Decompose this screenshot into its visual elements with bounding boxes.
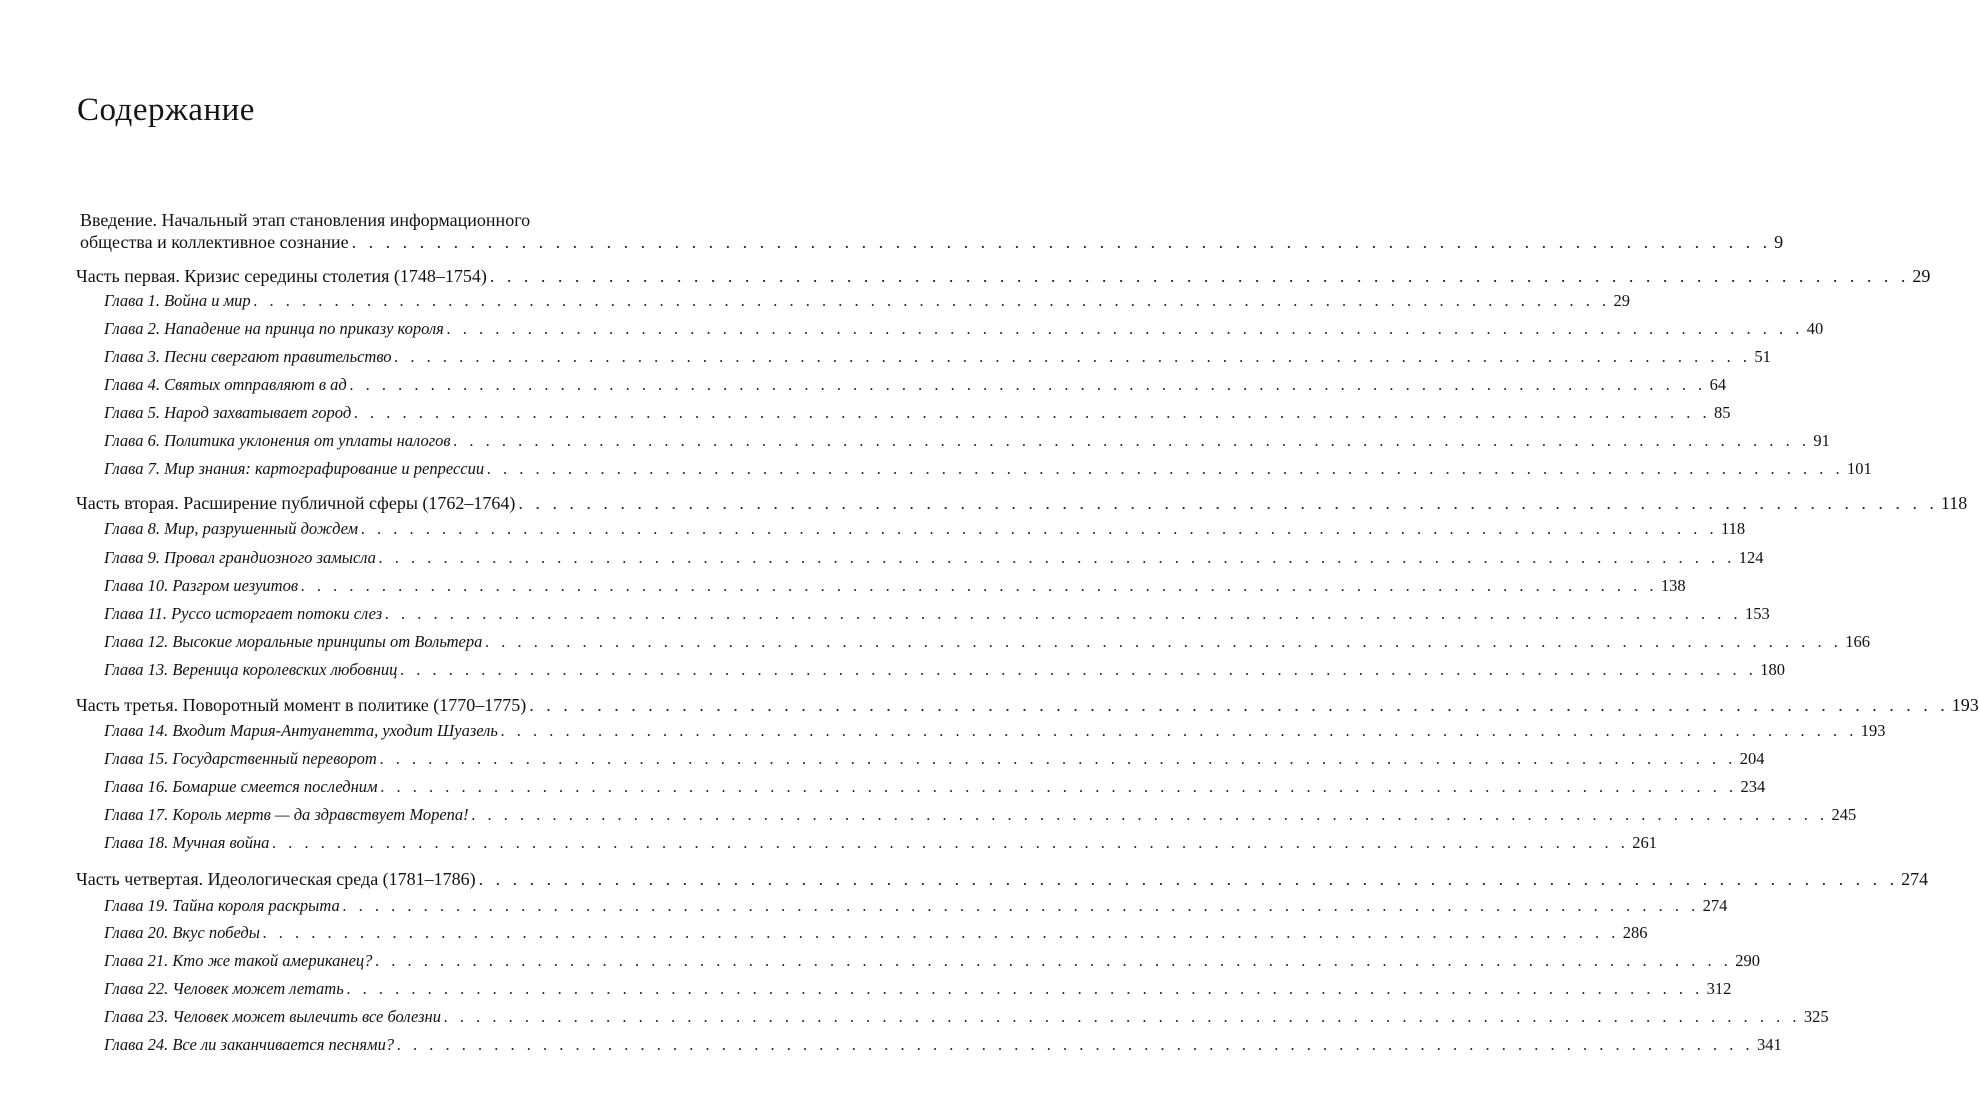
page-number: 274 [1901,869,1929,889]
toc-part-entry [76,868,1929,890]
entry-title: Глава 19. Тайна короля раскрыта [104,896,340,915]
toc-chapter-entry [104,1006,1829,1028]
entry-title: Глава 20. Вкус победы [104,923,260,942]
toc-chapter-entry [104,1034,1782,1056]
toc-chapter-entry [104,659,1786,681]
toc-chapter-entry [104,978,1732,1000]
dot-leader [381,776,1738,798]
toc-chapter-entry [104,290,1630,312]
dot-leader [487,458,1844,480]
toc-chapter-entry [104,950,1761,972]
page-number: 274 [1702,896,1728,915]
page-number: 138 [1660,576,1686,595]
toc-chapter-entry [104,318,1824,340]
dot-leader [447,318,1804,340]
entry-title: Часть четвертая. Идеологическая среда (1781–1786) [76,869,476,889]
page-number: 261 [1632,833,1658,852]
entry-title: Глава 7. Мир знания: картографирование и репрессии [104,459,485,478]
entry-title: Глава 5. Народ захватывает город [104,403,352,422]
toc-part-entry [76,492,1968,514]
entry-title: Глава 3. Песни свергают правительство [104,347,392,366]
dot-leader [518,492,1938,514]
dot-leader [380,748,1737,770]
toc-part-entry [76,694,1979,716]
dot-leader [444,1006,1801,1028]
page-number: 64 [1709,375,1727,394]
toc-chapter-entry [104,748,1765,770]
entry-title: Глава 10. Разгром иезуитов [104,576,299,595]
dot-leader [263,922,1620,944]
toc-chapter-entry [104,575,1686,597]
page-number: 245 [1831,805,1857,824]
page-number: 9 [1774,232,1784,252]
page-number: 91 [1813,431,1830,450]
page-number: 153 [1745,604,1770,623]
dot-leader [347,978,1704,1000]
toc-entry-intro [80,231,1784,253]
dot-leader [454,430,1811,452]
entry-title: Глава 11. Руссо исторгает потоки слез [104,604,383,623]
dot-leader [501,720,1858,742]
intro-title-line-2: общества и коллективное сознание [80,232,349,252]
page-number: 29 [1613,291,1630,310]
toc-chapter-entry [104,402,1731,424]
page-number: 118 [1720,519,1746,538]
entry-title: Глава 24. Все ли заканчивается песнями? [104,1035,395,1054]
dot-leader [395,346,1752,368]
entry-title: Глава 14. Входит Мария-Антуанетта, уходит Шуазель [104,721,498,740]
entry-title: Глава 2. Нападение на принца по приказу короля [104,319,444,338]
toc-chapter-entry [104,804,1857,826]
entry-title: Глава 6. Политика уклонения от уплаты налогов [104,431,451,450]
entry-title: Глава 18. Мучная война [104,833,270,852]
toc-chapter-entry [104,832,1658,854]
toc-chapter-entry [104,518,1746,540]
page-number: 101 [1846,459,1872,478]
entry-title: Глава 16. Бомарше смеется последним [104,777,378,796]
page-number: 85 [1714,403,1731,422]
toc-chapter-entry [104,776,1766,798]
page-number: 40 [1806,319,1824,338]
entry-title: Глава 15. Государственный переворот [104,749,377,768]
dot-leader [350,374,1707,396]
entry-title: Глава 22. Человек может летать [104,979,344,998]
page-number: 51 [1754,347,1771,366]
dot-leader [343,895,1700,917]
toc-chapter-entry [104,631,1870,653]
dot-leader [485,631,1842,653]
toc-chapter-entry [104,458,1872,480]
entry-title: Часть вторая. Расширение публичной сферы (1762–1764) [76,493,516,513]
entry-title: Глава 21. Кто же такой американец? [104,951,373,970]
page-number: 166 [1845,632,1870,651]
entry-title: Часть третья. Поворотный момент в политике (1770–1775) [76,695,527,715]
entry-title: Глава 4. Святых отправляют в ад [104,375,347,394]
entry-title: Глава 9. Провал грандиозного замысла [104,548,376,567]
page-number: 286 [1622,923,1648,942]
page-number: 325 [1803,1007,1829,1026]
entry-title: Глава 1. Война и мир [104,291,251,310]
page-number: 29 [1912,266,1931,286]
dot-leader [352,231,1772,253]
dot-leader [400,659,1757,681]
page-number: 180 [1760,660,1786,679]
toc-chapter-entry [104,346,1771,368]
toc-chapter-entry [104,603,1770,625]
entry-title: Глава 8. Мир, разрушенный дождем [104,519,359,538]
dot-leader [254,290,1611,312]
toc-part-entry [76,265,1931,287]
toc-chapter-entry [104,374,1727,396]
dot-leader [272,832,1629,854]
entry-title: Глава 23. Человек может вылечить все болезни [104,1007,441,1026]
entry-title: Глава 17. Король мертв — да здравствует Морепа! [104,805,469,824]
page-number: 193 [1860,721,1886,740]
page-number: 341 [1756,1035,1782,1054]
dot-leader [490,265,1910,287]
entry-title: Часть первая. Кризис середины столетия (1748–1754) [76,266,487,286]
page-number: 118 [1940,493,1968,513]
toc-chapter-entry [104,922,1648,944]
page-number: 290 [1735,951,1761,970]
page-number: 234 [1740,777,1766,796]
dot-leader [479,868,1899,890]
page-number: 124 [1738,548,1764,567]
page-number: 312 [1706,979,1732,998]
toc-chapter-entry [104,895,1728,917]
dot-leader [397,1034,1754,1056]
toc-chapter-entry [104,430,1830,452]
dot-leader [301,575,1658,597]
dot-leader [361,518,1718,540]
intro-title-line-1: Введение. Начальный этап становления информационного [80,210,531,230]
page-number: 193 [1951,695,1979,715]
dot-leader [375,950,1732,972]
entry-title: Глава 12. Высокие моральные принципы от Вольтера [104,632,483,651]
dot-leader [354,402,1711,424]
dot-leader [529,694,1949,716]
dot-leader [379,547,1736,569]
page-number: 204 [1739,749,1765,768]
entry-title: Глава 13. Вереница королевских любовниц [104,660,398,679]
page-title: Содержание [77,92,255,128]
dot-leader [472,804,1829,826]
toc-chapter-entry [104,720,1886,742]
dot-leader [385,603,1742,625]
toc-chapter-entry [104,547,1764,569]
